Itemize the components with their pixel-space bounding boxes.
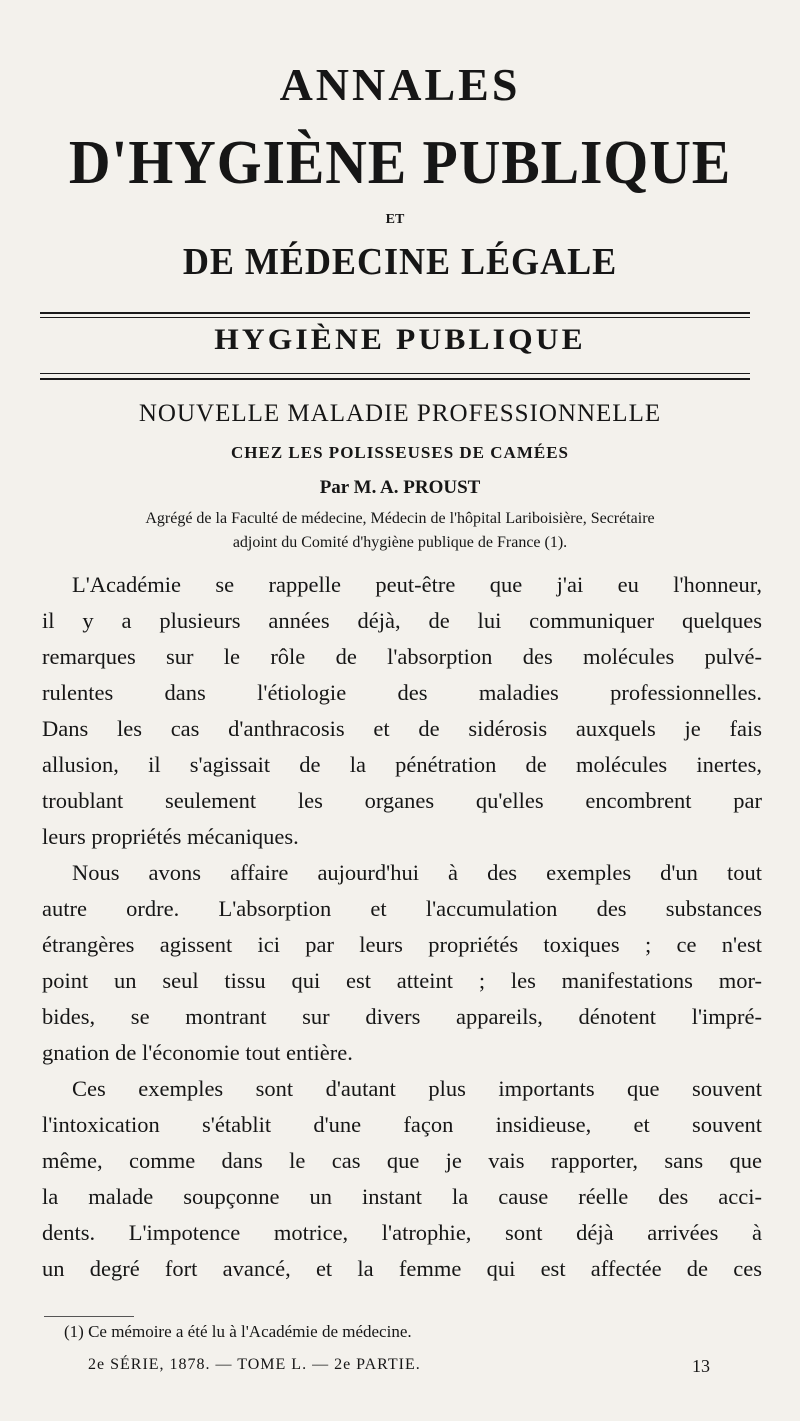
article-byline: Par M. A. PROUST bbox=[319, 477, 481, 498]
series-info: 2e SÉRIE, 1878. — TOME L. — 2e PARTIE. bbox=[88, 1356, 421, 1373]
journal-title-annales: ANNALES bbox=[279, 59, 521, 110]
body-line: dents. L'impotence motrice, l'atrophie, sont déjà arrivées à bbox=[42, 1220, 762, 1245]
article-title: NOUVELLE MALADIE PROFESSIONNELLE bbox=[138, 400, 662, 427]
section-heading: HYGIÈNE PUBLIQUE bbox=[214, 323, 586, 356]
body-line: il y a plusieurs années déjà, de lui communiquer quelques bbox=[42, 608, 762, 633]
author-affiliation-line-2: adjoint du Comité d'hygiène publique de France (1). bbox=[232, 534, 568, 551]
author-affiliation-line-1: Agrégé de la Faculté de médecine, Médecin de l'hôpital Lariboisière, Secrétaire bbox=[145, 510, 655, 527]
body-line: bides, se montrant sur divers appareils, dénotent l'impré- bbox=[42, 1004, 762, 1029]
body-line: autre ordre. L'absorption et l'accumulation des substances bbox=[42, 896, 762, 921]
footnote-divider bbox=[44, 1316, 134, 1317]
body-line: Nous avons affaire aujourd'hui à des exemples d'un tout bbox=[72, 860, 762, 885]
journal-title-et: ET bbox=[385, 212, 405, 227]
body-line: Ces exemples sont d'autant plus importants que souvent bbox=[72, 1076, 762, 1101]
divider-top-thick bbox=[40, 312, 750, 314]
body-line: troublant seulement les organes qu'elles encombrent par bbox=[42, 788, 762, 813]
body-line: Dans les cas d'anthracosis et de sidérosis auxquels je fais bbox=[42, 716, 762, 741]
article-body bbox=[42, 567, 762, 1287]
footnote: (1) Ce mémoire a été lu à l'Académie de médecine. bbox=[64, 1322, 412, 1341]
body-line: remarques sur le rôle de l'absorption des molécules pulvé- bbox=[42, 644, 762, 669]
body-line: leurs propriétés mécaniques. bbox=[42, 824, 299, 849]
article-subtitle: CHEZ LES POLISSEUSES DE CAMÉES bbox=[231, 443, 569, 462]
body-line: même, comme dans le cas que je vais rapporter, sans que bbox=[42, 1148, 762, 1173]
body-line: allusion, il s'agissait de la pénétration de molécules inertes, bbox=[42, 752, 762, 777]
body-line: rulentes dans l'étiologie des maladies professionnelles. bbox=[42, 680, 762, 705]
divider-top-thin bbox=[40, 317, 750, 318]
journal-title-medecine-legale: DE MÉDECINE LÉGALE bbox=[182, 241, 618, 283]
body-line: point un seul tissu qui est atteint ; les manifestations mor- bbox=[42, 968, 762, 993]
body-line: étrangères agissent ici par leurs propriétés toxiques ; ce n'est bbox=[42, 932, 762, 957]
journal-title-hygiene-publique: D'HYGIÈNE PUBLIQUE bbox=[68, 129, 732, 197]
body-line: la malade soupçonne un instant la cause réelle des acci- bbox=[42, 1184, 762, 1209]
body-line: l'intoxication s'établit d'une façon insidieuse, et souvent bbox=[42, 1112, 762, 1137]
divider-bottom-thin bbox=[40, 373, 750, 374]
body-line: un degré fort avancé, et la femme qui est affectée de ces bbox=[42, 1256, 762, 1281]
page-number: 13 bbox=[692, 1356, 710, 1376]
divider-bottom-thick bbox=[40, 378, 750, 380]
body-line: L'Académie se rappelle peut-être que j'ai eu l'honneur, bbox=[72, 572, 762, 597]
body-line: gnation de l'économie tout entière. bbox=[42, 1040, 353, 1065]
